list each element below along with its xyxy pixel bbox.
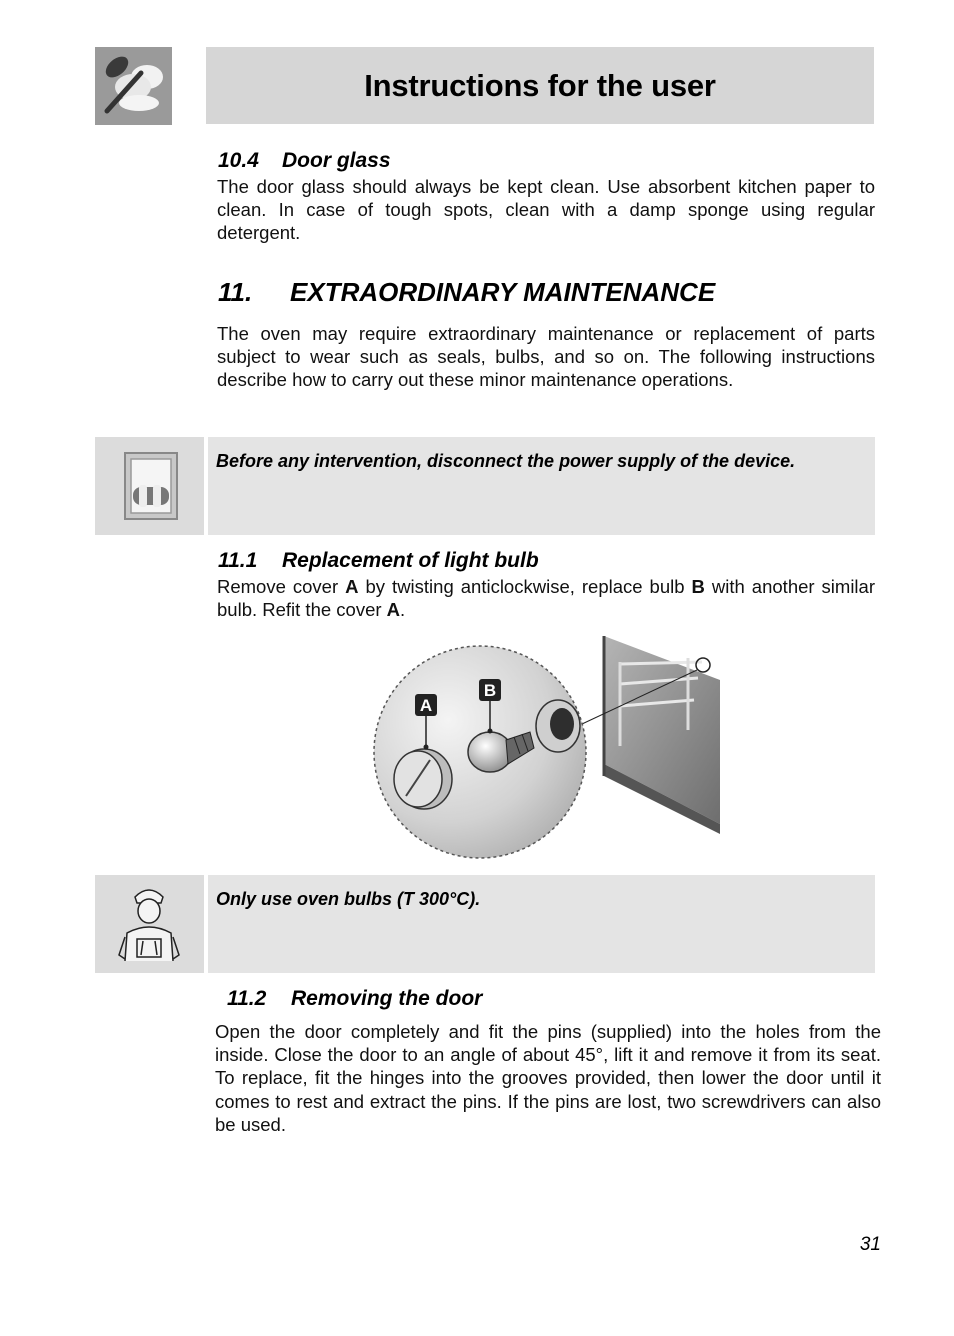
light-bulb-diagram (372, 634, 722, 862)
section-11-body: The oven may require extraordinary maintenance or replacement of parts subject to wear such as seals, bulbs, and so on. The following instructions describe how to carry out these minor maintenance operations. (217, 323, 875, 391)
section-11-heading (218, 277, 715, 308)
power-socket-icon (95, 437, 204, 535)
cover-a (394, 749, 452, 809)
text-run: . (400, 599, 406, 621)
label-b-ref: B (691, 576, 705, 597)
section-title: Door glass (282, 149, 391, 172)
lamp-socket (536, 700, 580, 752)
page-number: 31 (859, 1234, 881, 1255)
section-title: Removing the door (291, 987, 483, 1010)
warning-note-box (208, 437, 875, 535)
chef-logo (95, 47, 172, 125)
label-a: A (419, 696, 433, 715)
section-title: Replacement of light bulb (282, 549, 539, 572)
technician-icon (95, 875, 204, 973)
section-11-2-body: Open the door completely and fit the pins (supplied) into the holes from the inside. Close the door to an angle of about 45°, lift it and remove it from its seat. To replace, fit the hinges into the grooves provided, then lower the door until it comes to rest and extract the pins. If the pins are lost, two screwdrivers can also be used. (215, 1021, 881, 1135)
warning-note-text: Before any intervention, disconnect the power supply of the device. (216, 451, 796, 471)
section-11-1-body (217, 575, 875, 621)
label-a-ref: A (386, 599, 401, 621)
bulb-note-text: Only use oven bulbs (T 300°C). (216, 889, 481, 909)
section-10-4-heading (218, 149, 391, 173)
section-11-1-heading (218, 549, 539, 573)
label-a-ref: A (345, 576, 359, 597)
label-b: B (483, 681, 497, 700)
technician-icon-box (95, 875, 204, 973)
section-number: 11.1 (218, 549, 258, 572)
warning-icon-box (95, 437, 204, 535)
section-10-4-body: The door glass should always be kept clean. Use absorbent kitchen paper to clean. In case of tough spots, clean with a damp sponge using regular detergent. (217, 176, 875, 244)
header-bar (206, 47, 874, 124)
bulb-note-box (208, 875, 875, 973)
oven-cavity (582, 636, 720, 834)
spoon-hat-icon (95, 47, 172, 125)
section-number: 11. (218, 277, 253, 307)
section-11-2-heading (227, 987, 482, 1011)
text-run: with another similar bulb. Refit the cover (217, 576, 875, 621)
text-run: Remove cover (217, 576, 346, 597)
section-number: 10.4 (218, 149, 259, 172)
section-title: EXTRAORDINARY MAINTENANCE (290, 277, 716, 307)
section-number: 11.2 (227, 987, 267, 1010)
page-title: Instructions for the user (364, 67, 716, 103)
text-run: by twisting anticlockwise, replace bulb (358, 576, 692, 597)
bulb-replacement-illustration (372, 634, 722, 862)
